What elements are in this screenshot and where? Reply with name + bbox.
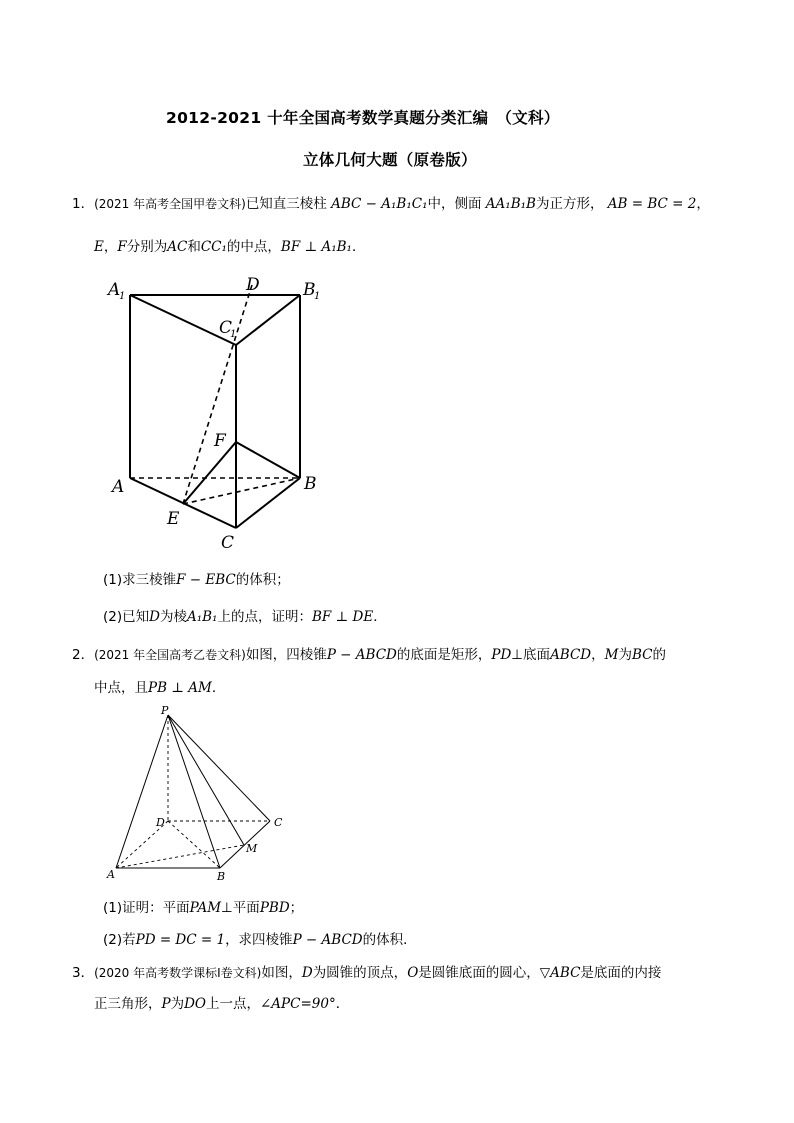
math: F <box>117 239 127 255</box>
math: F − EBC <box>176 572 236 588</box>
text: (1)求三棱锥 <box>103 572 177 588</box>
text: ，求四棱锥 <box>225 932 293 948</box>
text: 为棱 <box>159 609 187 625</box>
problem-source: (2020 年高考数学课标Ⅰ卷文科) <box>94 966 262 980</box>
text: 为 <box>618 647 632 663</box>
text: 为 <box>170 996 185 1012</box>
math: AA₁B₁B <box>485 196 536 212</box>
problem-3-line-1 <box>72 961 661 981</box>
text: ， <box>591 647 605 663</box>
text: ． <box>373 609 387 625</box>
math: PBD <box>259 900 290 916</box>
problem-2-question-1 <box>103 896 303 916</box>
math: AB = BC = 2 <box>607 196 697 212</box>
math: D <box>149 609 160 625</box>
label-A: A <box>112 477 125 497</box>
text: 正三角形， <box>94 996 162 1012</box>
text: ⊥底面 <box>511 647 551 663</box>
math: BF ⊥ DE <box>311 609 374 625</box>
text: 中点，且 <box>94 680 148 696</box>
label-C: C <box>274 816 283 829</box>
label-B1: B <box>303 280 316 300</box>
math: DO <box>184 996 206 1012</box>
text: 是圆锥底面的圆心， <box>418 965 540 981</box>
text: ． <box>211 680 226 696</box>
text: ， <box>103 239 118 255</box>
math: P − ABCD <box>326 647 397 663</box>
label-C1: C <box>219 318 233 338</box>
math: PB ⊥ AM <box>148 680 212 696</box>
text: 的体积． <box>362 932 417 948</box>
math: M <box>604 647 619 663</box>
problem-source: (2021 年全国高考乙卷文科) <box>94 648 246 662</box>
problem-3-line-2 <box>94 992 349 1012</box>
text: ； <box>289 900 304 916</box>
label-A1: A <box>108 280 121 300</box>
problem-1-line-1 <box>72 192 710 212</box>
math: ∠APC=90° <box>260 996 336 1012</box>
math: AC <box>167 239 188 255</box>
label-B1-sub: 1 <box>314 291 321 302</box>
label-D: D <box>246 275 260 295</box>
text: 如图， <box>261 965 302 981</box>
problem-source: (2021 年高考全国甲卷文科) <box>94 197 246 211</box>
text: 上一点， <box>206 996 260 1012</box>
text: 为正方形， <box>535 196 604 212</box>
text: (2)若 <box>103 932 136 948</box>
math: D <box>301 965 313 981</box>
text: 和 <box>187 239 201 255</box>
problem-number: 3． <box>72 965 95 981</box>
math: A₁B₁ <box>186 609 218 625</box>
math: P <box>161 996 171 1012</box>
math: BF ⊥ A₁B₁ <box>280 239 352 255</box>
pyramid-figure <box>100 700 300 885</box>
text: 的体积； <box>235 572 290 588</box>
page-title: 2012-2021 十年全国高考数学真题分类汇编 （文科） <box>166 109 560 127</box>
label-A1-sub: 1 <box>119 291 126 302</box>
text: 的底面是矩形， <box>396 647 492 663</box>
math: ▽ABC <box>539 965 581 981</box>
problem-2-question-2 <box>103 928 417 948</box>
problem-2-line-1 <box>72 643 666 663</box>
problem-1-question-2 <box>103 605 387 625</box>
text: ． <box>335 996 350 1012</box>
text: (1)证明：平面 <box>103 900 190 916</box>
label-E: E <box>167 509 180 529</box>
prism-figure <box>100 268 340 558</box>
text: 的中点， <box>226 239 281 255</box>
math: ABCD <box>550 647 592 663</box>
text: 分别为 <box>126 239 168 255</box>
math: PD <box>491 647 512 663</box>
text: 为圆锥的顶点， <box>312 965 408 981</box>
text: (2)已知 <box>103 609 150 625</box>
text: 上的点，证明： <box>217 609 312 625</box>
text: 是底面的内接 <box>580 965 662 981</box>
problem-1-line-2 <box>94 235 365 255</box>
problem-1-question-1 <box>103 568 290 588</box>
math: PAM <box>189 900 222 916</box>
label-D: D <box>156 816 165 829</box>
math: CC₁ <box>200 239 227 255</box>
problem-number: 1． <box>72 196 95 212</box>
label-B: B <box>217 870 226 883</box>
math: PD = DC = 1 <box>135 932 226 948</box>
math: ABC − A₁B₁C₁ <box>331 196 428 212</box>
label-B: B <box>304 474 317 494</box>
label-A: A <box>107 868 115 881</box>
label-P: P <box>161 704 169 717</box>
math: O <box>407 965 419 981</box>
text: ⊥平面 <box>221 900 260 916</box>
text: ， <box>696 196 710 212</box>
text: 如图，四棱锥 <box>245 647 327 663</box>
text: 中，侧面 <box>427 196 482 212</box>
page-subtitle: 立体几何大题（原卷版） <box>303 151 477 169</box>
label-M: M <box>246 842 258 855</box>
label-C: C <box>221 533 235 553</box>
math: E <box>94 239 104 255</box>
math: P − ABCD <box>292 932 363 948</box>
problem-2-line-2 <box>94 676 225 696</box>
math: BC <box>631 647 653 663</box>
text: ． <box>351 239 366 255</box>
text: 的 <box>652 647 666 663</box>
text: 已知直三棱柱 <box>245 196 327 212</box>
problem-number: 2． <box>72 647 95 663</box>
label-F: F <box>214 431 226 451</box>
label-C1-sub: 1 <box>230 329 237 340</box>
